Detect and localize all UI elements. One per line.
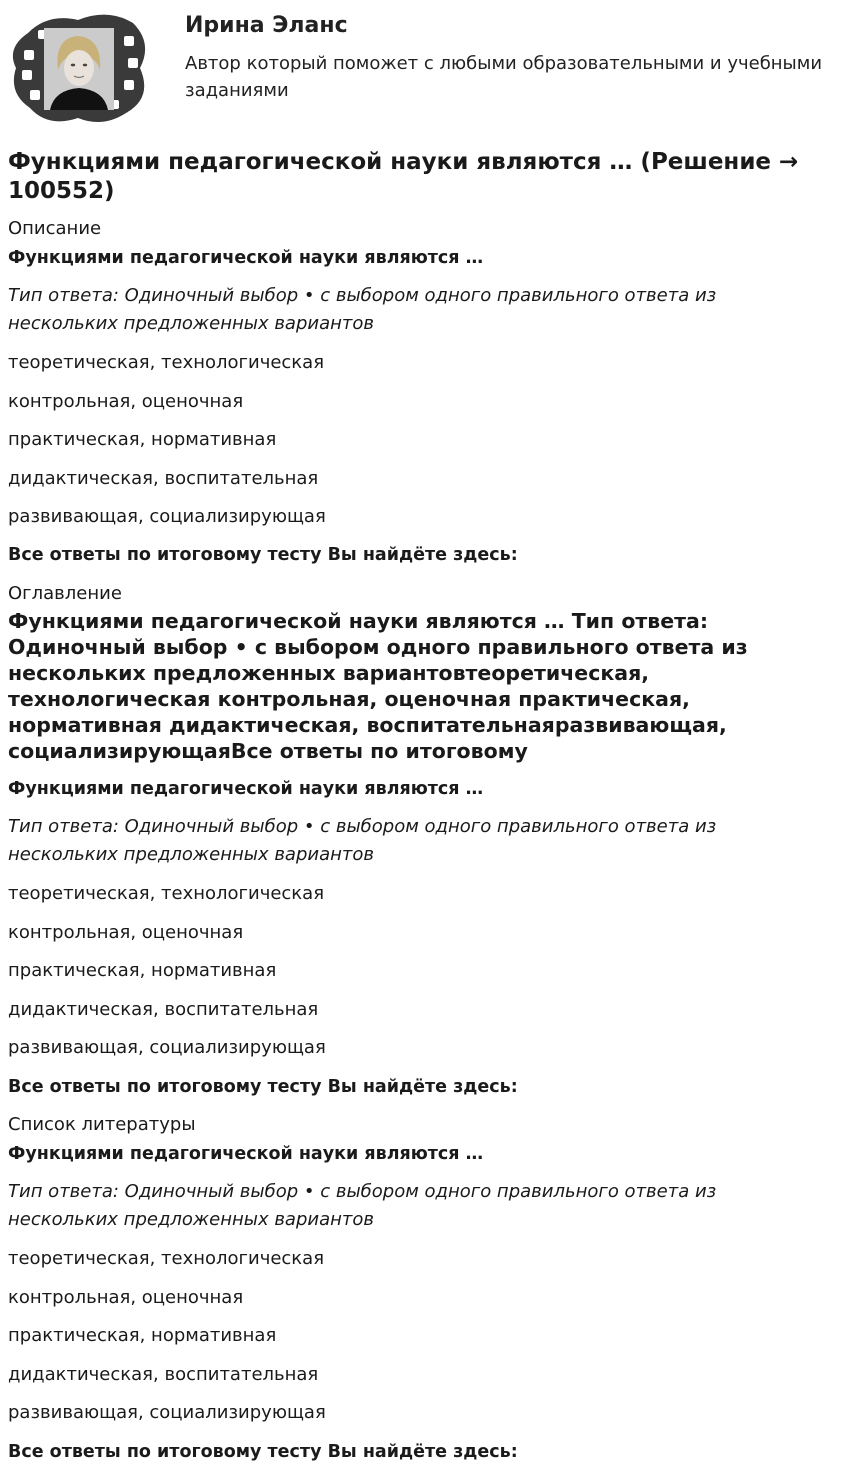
section-label-description: Описание bbox=[8, 218, 102, 239]
answer-type: Тип ответа: Одиночный выбор • с выбором одного правильного ответа из нескольких предложенных вариантов bbox=[8, 285, 717, 334]
question-title: Функциями педагогической науки являются … bbox=[8, 1144, 484, 1164]
option-item: практическая, нормативная bbox=[8, 1325, 277, 1346]
page-title: Функциями педагогической науки являются … (Решение → 100552) bbox=[8, 149, 799, 204]
author-name: Ирина Эланс bbox=[185, 13, 348, 38]
option-item: практическая, нормативная bbox=[8, 960, 277, 981]
option-item: дидактическая, воспитательная bbox=[8, 999, 319, 1020]
option-item: контрольная, оценочная bbox=[8, 922, 244, 943]
all-answers-link-text: Все ответы по итоговому тесту Вы найдёте здесь: bbox=[8, 1077, 518, 1097]
option-item: развивающая, социализирующая bbox=[8, 506, 326, 527]
option-item: контрольная, оценочная bbox=[8, 1287, 244, 1308]
all-answers-link-text: Все ответы по итоговому тесту Вы найдёте здесь: bbox=[8, 1442, 518, 1462]
question-title: Функциями педагогической науки являются … bbox=[8, 248, 484, 268]
author-header bbox=[0, 0, 847, 140]
option-item: дидактическая, воспитательная bbox=[8, 1364, 319, 1385]
answer-type: Тип ответа: Одиночный выбор • с выбором одного правильного ответа из нескольких предложенных вариантов bbox=[8, 1181, 717, 1230]
question-title: Функциями педагогической науки являются … bbox=[8, 779, 484, 799]
section-label-toc: Оглавление bbox=[8, 583, 122, 604]
toc-text: Функциями педагогической науки являются … Тип ответа: Одиночный выбор • с выбором одного правильного ответа из нескольких предложенных вариантовтеоретическая, технологическая контрольная, оценочная практическая, нормативная дидактическая, воспитательнаяразвивающая, социализирующаяВсе ответы по итоговому bbox=[8, 609, 748, 763]
option-item: развивающая, социализирующая bbox=[8, 1402, 326, 1423]
option-item: теоретическая, технологическая bbox=[8, 883, 325, 904]
answer-type: Тип ответа: Одиночный выбор • с выбором одного правильного ответа из нескольких предложенных вариантов bbox=[8, 816, 717, 865]
section-label-literature: Список литературы bbox=[8, 1114, 196, 1135]
option-item: практическая, нормативная bbox=[8, 429, 277, 450]
author-avatar bbox=[8, 8, 150, 126]
all-answers-link-text: Все ответы по итоговому тесту Вы найдёте здесь: bbox=[8, 545, 518, 565]
option-item: контрольная, оценочная bbox=[8, 391, 244, 412]
option-item: развивающая, социализирующая bbox=[8, 1037, 326, 1058]
option-item: теоретическая, технологическая bbox=[8, 1248, 325, 1269]
option-item: дидактическая, воспитательная bbox=[8, 468, 319, 489]
author-bio: Автор который поможет с любыми образовательными и учебными заданиями bbox=[185, 53, 823, 101]
option-item: теоретическая, технологическая bbox=[8, 352, 325, 373]
